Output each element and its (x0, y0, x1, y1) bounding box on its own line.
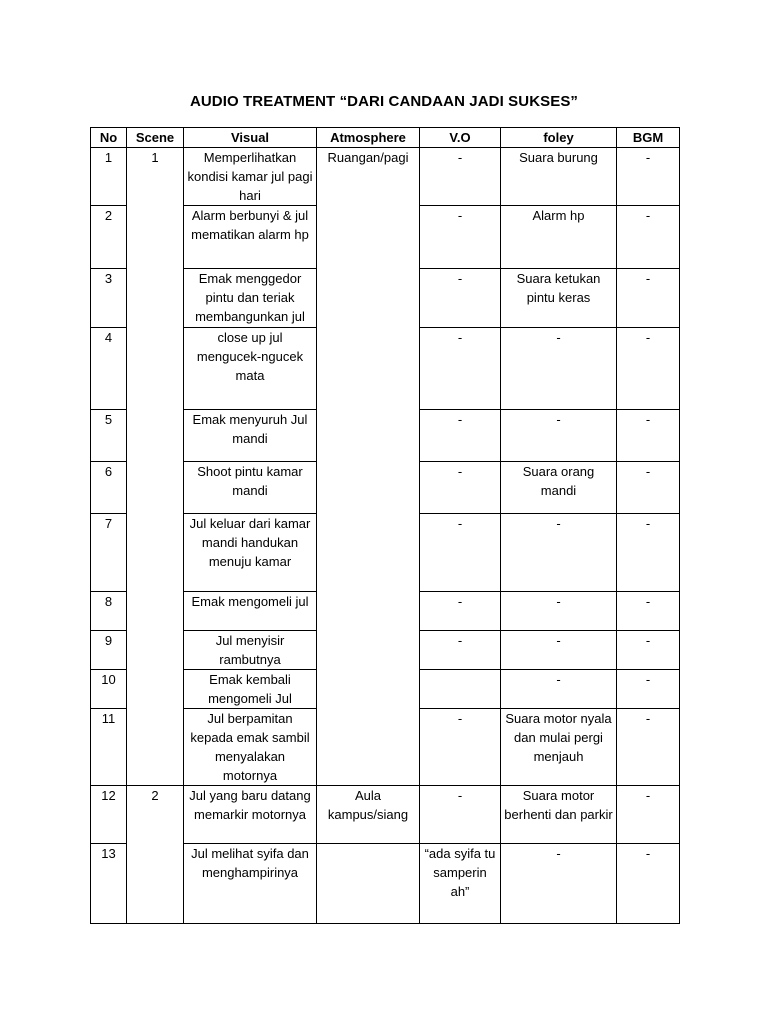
cell-visual: Jul keluar dari kamar mandi handukan menuju kamar (184, 514, 317, 592)
cell-visual: Shoot pintu kamar mandi (184, 462, 317, 514)
cell-bgm: - (617, 844, 680, 924)
cell-scene: 1 (127, 148, 184, 786)
cell-bgm: - (617, 206, 680, 269)
cell-visual: Emak mengomeli jul (184, 592, 317, 631)
cell-bgm: - (617, 709, 680, 786)
header-atmosphere: Atmosphere (317, 128, 420, 148)
cell-visual: Emak menyuruh Jul mandi (184, 410, 317, 462)
cell-vo: - (420, 709, 501, 786)
cell-visual: Jul menyisir rambutnya (184, 631, 317, 670)
cell-no: 1 (91, 148, 127, 206)
cell-bgm: - (617, 514, 680, 592)
cell-no: 11 (91, 709, 127, 786)
header-scene: Scene (127, 128, 184, 148)
cell-visual: Jul yang baru datang memarkir motornya (184, 786, 317, 844)
cell-visual: Emak menggedor pintu dan teriak membangunkan jul (184, 269, 317, 328)
cell-bgm: - (617, 786, 680, 844)
cell-vo: “ada syifa tu samperin ah” (420, 844, 501, 924)
cell-vo: - (420, 592, 501, 631)
cell-no: 5 (91, 410, 127, 462)
cell-bgm: - (617, 269, 680, 328)
cell-no: 6 (91, 462, 127, 514)
cell-foley: Suara ketukan pintu keras (501, 269, 617, 328)
cell-foley: Suara burung (501, 148, 617, 206)
cell-foley: Suara orang mandi (501, 462, 617, 514)
cell-bgm: - (617, 670, 680, 709)
table-header-row (91, 128, 680, 148)
cell-bgm: - (617, 631, 680, 670)
table-row (91, 148, 680, 206)
cell-no: 2 (91, 206, 127, 269)
cell-foley: Alarm hp (501, 206, 617, 269)
table-row (91, 786, 680, 844)
cell-atmosphere: Ruangan/pagi (317, 148, 420, 786)
audio-treatment-table (90, 127, 680, 924)
cell-foley: - (501, 670, 617, 709)
cell-no: 9 (91, 631, 127, 670)
cell-visual: close up jul mengucek-ngucek mata (184, 328, 317, 410)
cell-vo: - (420, 514, 501, 592)
cell-atmosphere: Aula kampus/siang (317, 786, 420, 844)
cell-foley: - (501, 514, 617, 592)
document-title: AUDIO TREATMENT “DARI CANDAAN JADI SUKSES” (189, 93, 579, 110)
cell-vo: - (420, 206, 501, 269)
header-vo: V.O (420, 128, 501, 148)
cell-bgm: - (617, 592, 680, 631)
cell-visual: Emak kembali mengomeli Jul (184, 670, 317, 709)
header-foley: foley (501, 128, 617, 148)
header-visual: Visual (184, 128, 317, 148)
cell-vo: - (420, 462, 501, 514)
cell-vo (420, 670, 501, 709)
cell-no: 13 (91, 844, 127, 924)
cell-visual: Jul berpamitan kepada emak sambil menyalakan motornya (184, 709, 317, 786)
cell-vo: - (420, 328, 501, 410)
cell-visual: Memperlihatkan kondisi kamar jul pagi hari (184, 148, 317, 206)
cell-scene: 2 (127, 786, 184, 924)
cell-foley: - (501, 631, 617, 670)
header-no: No (91, 128, 127, 148)
cell-vo: - (420, 410, 501, 462)
cell-vo: - (420, 269, 501, 328)
cell-foley: Suara motor berhenti dan parkir (501, 786, 617, 844)
cell-vo: - (420, 148, 501, 206)
cell-no: 4 (91, 328, 127, 410)
cell-foley: - (501, 844, 617, 924)
cell-no: 10 (91, 670, 127, 709)
cell-no: 12 (91, 786, 127, 844)
cell-visual: Alarm berbunyi & jul mematikan alarm hp (184, 206, 317, 269)
cell-bgm: - (617, 462, 680, 514)
cell-visual: Jul melihat syifa dan menghampirinya (184, 844, 317, 924)
cell-foley: - (501, 410, 617, 462)
cell-no: 8 (91, 592, 127, 631)
cell-foley: - (501, 328, 617, 410)
cell-no: 3 (91, 269, 127, 328)
cell-bgm: - (617, 328, 680, 410)
cell-atmosphere (317, 844, 420, 924)
cell-vo: - (420, 786, 501, 844)
cell-vo: - (420, 631, 501, 670)
cell-bgm: - (617, 410, 680, 462)
cell-bgm: - (617, 148, 680, 206)
cell-foley: - (501, 592, 617, 631)
header-bgm: BGM (617, 128, 680, 148)
cell-foley: Suara motor nyala dan mulai pergi menjauh (501, 709, 617, 786)
cell-no: 7 (91, 514, 127, 592)
